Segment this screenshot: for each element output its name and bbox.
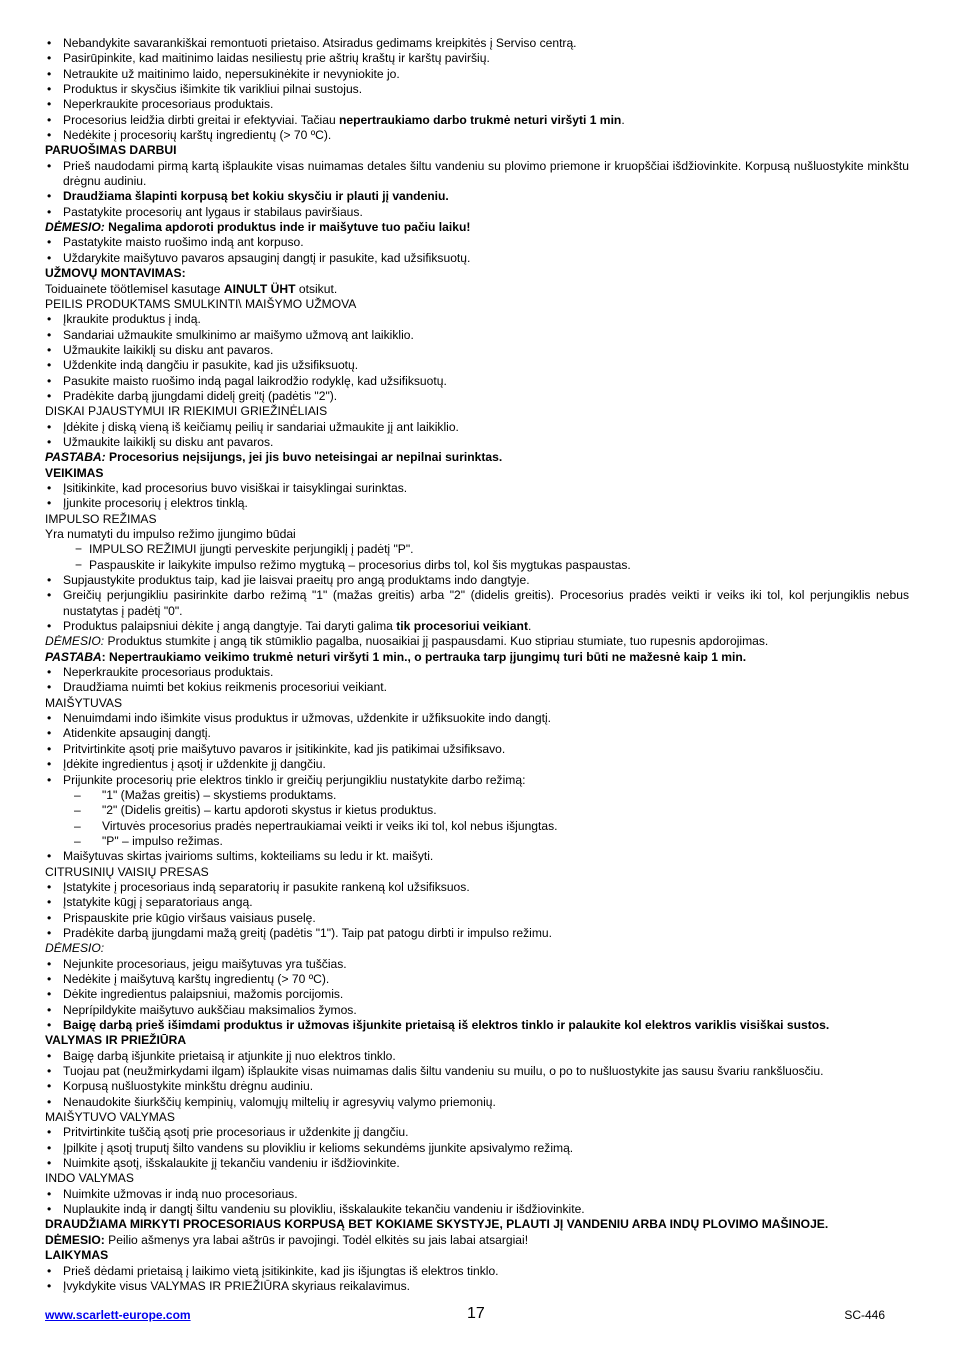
- text-run: Sandariai užmaukite smulkinimo ar maišymo užmovą ant laikiklio.: [63, 327, 414, 342]
- text-run: Įjunkite procesorių į elektros tinklą.: [63, 496, 248, 511]
- text-run: Įstatykite kūgį į separatoriaus angą.: [63, 895, 253, 910]
- bullet-item: [45, 343, 909, 358]
- text-run: IMPULSO REŽIMUI įjungti perveskite perjungiklį į padėtį "P".: [89, 542, 414, 557]
- text-run: Tuojau pat (neužmirkydami ilgam) išplaukite visas nuimamas dalis šiltu vandeniu su muilu, o po to nušluostykite jas sausu švariu rankšluosčiu.: [63, 1064, 824, 1079]
- bullet-item: [45, 358, 909, 373]
- text-run: PEILIS PRODUKTAMS SMULKINTI\ MAIŠYMO UŽMOVA: [45, 296, 357, 311]
- text-line: [45, 220, 909, 235]
- text-run: LAIKYMAS: [45, 1248, 109, 1263]
- bullet-item: [45, 711, 909, 726]
- text-run: Greičių perjungikliu pasirinkite darbo režimą "1" (mažas greitis) arba "2" (didelis greitis). Procesorius pradės veikti ir veiks iki tol, kol perjungiklis nebus nustatytas į padėtį "0".: [63, 588, 909, 618]
- text-run: Paspauskite ir laikykite impulso režimo mygtuką – procesorius dirbs tol, kol šis mygtukas paspaustas.: [89, 557, 631, 572]
- text-line: [45, 282, 909, 297]
- bullet-item: [45, 312, 909, 327]
- text-run: Virtuvės procesorius pradės nepertraukiamai veikti ir veiks iki tol, kol nebus išjungtas.: [102, 818, 558, 833]
- text-run: Pritvirtinkite ąsotį prie maišytuvo pavaros ir įsitikinkite, kad jis patikimai užsifiksavo.: [63, 741, 506, 756]
- dash-item: [45, 788, 909, 803]
- text-run: Įsitikinkite, kad procesorius buvo visiškai ir taisyklingai surinktas.: [63, 480, 408, 495]
- text-run: Neperkraukite procesoriaus produktais.: [63, 97, 274, 112]
- bullet-item: [45, 849, 909, 864]
- text-run: Draudžiama nuimti bet kokius reikmenis procesoriui veikiant.: [63, 680, 387, 695]
- text-run: Nedėkite į procesorių karštų ingredientų (> 70 ºC).: [63, 128, 332, 143]
- bullet-item: [45, 742, 909, 757]
- bullet-item: [45, 435, 909, 450]
- bullet-item: [45, 1202, 909, 1217]
- text-run: Netraukite už maitinimo laido, nepersukinėkite ir nevyniokite jo.: [63, 66, 400, 81]
- text-line: [45, 512, 909, 527]
- bullet-item: [45, 880, 909, 895]
- text-line: [45, 1171, 909, 1186]
- text-run: AINULT ÜHT: [223, 281, 296, 296]
- text-run: IMPULSO REŽIMAS: [45, 511, 157, 526]
- text-run: Procesorius neįsijungs, jei jis buvo neteisingai ar nepilnai surinktas.: [105, 450, 503, 465]
- text-run: Prieš dėdami prietaisą į laikimo vietą įsitikinkite, kad jis išjungtas iš elektros tinklo.: [63, 1263, 499, 1278]
- text-run: Prispauskite prie kūgio viršaus vaisiaus puselę.: [63, 910, 316, 925]
- bullet-item: [45, 189, 909, 204]
- text-run: Įkraukite produktus į indą.: [63, 312, 201, 327]
- bullet-item: [45, 1187, 909, 1202]
- dash-item: [45, 542, 909, 557]
- text-run: Nuplaukite indą ir dangtį šiltu vandeniu su plovikliu, išskalaukite tekančiu vandeniu ir išdžiovinkite.: [63, 1202, 585, 1217]
- text-run: MAIŠYTUVAS: [45, 695, 123, 710]
- bullet-item: [45, 1264, 909, 1279]
- text-line: [45, 297, 909, 312]
- text-run: "2" (Didelis greitis) – kartu apdoroti skystus ir kietus produktus.: [102, 803, 437, 818]
- instruction-text: [45, 36, 909, 1294]
- bullet-item: [45, 926, 909, 941]
- text-line: [45, 466, 909, 481]
- text-run: DISKAI PJAUSTYMUI IR RIEKIMUI GRIEŽINĖLIAIS: [45, 404, 328, 419]
- text-run: DRAUDŽIAMA MIRKYTI PROCESORIAUS KORPUSĄ BET KOKIAME SKYSTYJE, PLAUTI JĮ VANDENIU ARBA INDŲ PLOVIMO MAŠINOJE.: [45, 1217, 829, 1232]
- text-run: Procesorius leidžia dirbti greitai ir efektyviai. Tačiau: [63, 112, 340, 127]
- text-run: Pradėkite darbą įjungdami didelį greitį (padėtis "2").: [63, 388, 338, 403]
- text-line: [45, 634, 909, 649]
- text-run: Baigę darbą prieš išimdami produktus ir užmovas išjunkite prietaisą iš elektros tinklo ir palaukite kol elektros variklis visiškai sustos.: [63, 1018, 830, 1032]
- text-run: Supjaustykite produktus taip, kad jie laisvai praeitų pro angą produktams indo dangtyje.: [63, 573, 530, 588]
- text-run: Įpilkite į ąsotį truputį šilto vandens su plovikliu ir kelioms sekundėms įjunkite apsivalymo režimą.: [63, 1140, 574, 1155]
- text-run: Pastatykite maisto ruošimo indą ant korpuso.: [63, 235, 304, 250]
- bullet-item: [45, 496, 909, 511]
- text-line: [45, 527, 909, 542]
- bullet-item: [45, 911, 909, 926]
- text-run: otsikut.: [295, 281, 338, 296]
- text-run: tik procesoriui veikiant: [396, 619, 528, 634]
- text-run: Korpusą nušluostykite minkštu drėgnu audiniu.: [63, 1079, 314, 1094]
- bullet-item: [45, 1141, 909, 1156]
- bullet-item: [45, 128, 909, 143]
- text-run: Uždarykite maišytuvo pavaros apsauginį dangtį ir pasukite, kad užsifiksuotų.: [63, 250, 471, 265]
- bullet-item: [45, 987, 909, 1002]
- text-run: DĖMESIO:: [45, 1232, 105, 1247]
- bullet-item: [45, 481, 909, 496]
- text-run: MAIŠYTUVO VALYMAS: [45, 1110, 175, 1125]
- text-run: Įdėkite ingredientus į ąsotį ir uždenkite jį dangčiu.: [63, 757, 326, 772]
- text-run: Užmaukite laikiklį su disku ant pavaros.: [63, 342, 274, 357]
- text-run: Nebandykite savarankiškai remontuoti prietaiso. Atsiradus gedimams kreipkitės į Serviso centrą.: [63, 36, 577, 50]
- website-link[interactable]: www.scarlett-europe.com: [45, 1308, 191, 1322]
- bullet-item: [45, 389, 909, 404]
- text-run: nepertraukiamo darbo trukmė neturi viršyti 1 min: [339, 112, 622, 127]
- text-run: Produktus ir skysčius išimkite tik varikliui pilnai sustojus.: [63, 82, 363, 97]
- text-run: Dėkite ingredientus palaipsniui, mažomis porcijomis.: [63, 987, 344, 1002]
- text-run: Maišytuvas skirtas įvairioms sultims, kokteiliams su ledu ir kt. maišyti.: [63, 849, 434, 864]
- bullet-item: [45, 757, 909, 772]
- text-line: [45, 266, 909, 281]
- text-line: [45, 696, 909, 711]
- bullet-item: [45, 1049, 909, 1064]
- dash-item: [45, 803, 909, 818]
- bullet-item: [45, 895, 909, 910]
- text-run: Uždenkite indą dangčiu ir pasukite, kad jis užsifiksuotų.: [63, 358, 359, 373]
- text-run: "1" (Mažas greitis) – skystiems produktams.: [102, 787, 337, 802]
- bullet-item: [45, 1079, 909, 1094]
- text-run: Negalima apdoroti produktus inde ir maišytuve tuo pačiu laiku!: [104, 220, 471, 235]
- model-number: SC-446: [844, 1308, 885, 1322]
- text-run: Nuimkite ąsotį, išskalaukite jį tekančiu vandeniu ir išdžiovinkite.: [63, 1156, 400, 1171]
- bullet-item: [45, 573, 909, 588]
- text-run: VALYMAS IR PRIEŽIŪRA: [45, 1033, 187, 1048]
- bullet-item: [45, 1279, 909, 1294]
- bullet-item: [45, 972, 909, 987]
- text-run: Draudžiama šlapinti korpusą bet kokiu skysčiu ir plauti jį vandeniu.: [63, 189, 449, 204]
- bullet-item: [45, 680, 909, 695]
- bullet-item: [45, 1156, 909, 1171]
- text-run: .: [621, 112, 625, 127]
- text-run: UŽMOVŲ MONTAVIMAS:: [45, 266, 186, 281]
- text-run: Įdėkite į diską vieną iš keičiamų peilių ir sandariai užmaukite jį ant laikiklio.: [63, 419, 459, 434]
- text-line: [45, 450, 909, 465]
- text-run: INDO VALYMAS: [45, 1171, 134, 1186]
- text-run: Nenuimdami indo išimkite visus produktus ir užmovas, uždenkite ir užfiksuokite indo dangtį.: [63, 711, 552, 726]
- text-run: Pradėkite darbą įjungdami mažą greitį (padėtis "1"). Taip pat patogu dirbti ir impulso režimu.: [63, 925, 552, 940]
- bullet-item: [45, 51, 909, 66]
- text-run: Įvykdykite visus VALYMAS IR PRIEŽIŪRA skyriaus reikalavimus.: [63, 1278, 410, 1293]
- bullet-item: [45, 251, 909, 266]
- text-run: Pasukite maisto ruošimo indą pagal laikrodžio rodyklę, kad užsifiksuotų.: [63, 373, 447, 388]
- text-line: [45, 650, 909, 665]
- text-run: Prieš naudodami pirmą kartą išplaukite visas nuimamas detales šiltu vandeniu su plovimo priemone ir kruopščiai išdžiovinkite. Korpusą nušluostykite minkštu drėgnu audiniu.: [63, 158, 909, 189]
- text-run: Pasirūpinkite, kad maitinimo laidas nesiliestų prie aštrių kraštų ir karštų paviršių.: [63, 51, 490, 66]
- text-run: : Nepertraukiamo veikimo trukmė neturi viršyti 1 min., o pertrauka tarp įjungimų turi būti ne mažesnė kaip 1 min.: [101, 649, 747, 664]
- text-run: PARUOŠIMAS DARBUI: [45, 143, 177, 158]
- text-run: Užmaukite laikiklį su disku ant pavaros.: [63, 434, 274, 449]
- text-run: Neprípildykite maišytuvo aukščiau maksimalios žymos.: [63, 1002, 357, 1017]
- text-run: Nedėkite į maišytuvą karštų ingredientų (> 70 ºC).: [63, 971, 330, 986]
- bullet-item: [45, 235, 909, 250]
- bullet-item: [45, 1003, 909, 1018]
- bullet-item: [45, 726, 909, 741]
- bullet-item: [45, 1018, 909, 1033]
- text-run: Įstatykite į procesoriaus indą separatorių ir pasukite rankeną kol užsifiksuos.: [63, 879, 470, 894]
- text-run: Neperkraukite procesoriaus produktais.: [63, 665, 274, 680]
- text-run: PASTABA: [45, 649, 102, 664]
- text-line: [45, 865, 909, 880]
- bullet-item: [45, 97, 909, 112]
- text-run: Baigę darbą išjunkite prietaisą ir atjunkite jį nuo elektros tinklo.: [63, 1048, 396, 1063]
- text-run: Nejunkite procesoriaus, jeigu maišytuvas yra tuščias.: [63, 956, 347, 971]
- bullet-item: [45, 374, 909, 389]
- bullet-item: [45, 619, 909, 634]
- page-number: 17: [467, 1305, 485, 1322]
- text-run: Produktus stumkite į angą tik stūmiklio pagalba, nuosaikiai jį paspausdami. Kuo stipriau stumiate, tuo rupesnis apdorojimas.: [104, 634, 769, 649]
- bullet-item: [45, 159, 909, 190]
- page-footer: [45, 1305, 885, 1327]
- dash-item: [45, 558, 909, 573]
- text-run: Produktus palaipsniui dėkite į angą dangtyje. Tai daryti galima: [63, 619, 397, 634]
- text-run: CITRUSINIŲ VAISIŲ PRESAS: [45, 864, 209, 879]
- text-line: [45, 1033, 909, 1048]
- dash-item: [45, 834, 909, 849]
- text-run: Nenaudokite šiurkščių kempinių, valomųjų miltelių ir agresyvių valymo priemonių.: [63, 1094, 496, 1109]
- bullet-item: [45, 665, 909, 680]
- bullet-item: [45, 113, 909, 128]
- bullet-item: [45, 588, 909, 619]
- text-line: [45, 1233, 909, 1248]
- text-line: [45, 1248, 909, 1263]
- bullet-item: [45, 67, 909, 82]
- text-line: [45, 1217, 909, 1232]
- text-line: [45, 1110, 909, 1125]
- bullet-item: [45, 773, 909, 788]
- text-run: Atidenkite apsauginį dangtį.: [63, 726, 211, 741]
- bullet-item: [45, 957, 909, 972]
- text-run: Toiduainete töötlemisel kasutage: [45, 281, 224, 296]
- text-line: [45, 404, 909, 419]
- text-run: Nuimkite užmovas ir indą nuo procesoriaus.: [63, 1186, 298, 1201]
- bullet-item: [45, 328, 909, 343]
- bullet-item: [45, 1125, 909, 1140]
- bullet-item: [45, 36, 909, 51]
- text-run: Pastatykite procesorių ant lygaus ir stabilaus paviršiaus.: [63, 204, 363, 219]
- bullet-item: [45, 1064, 909, 1079]
- text-run: .: [527, 619, 532, 634]
- text-run: "P" – impulso režimas.: [102, 833, 223, 848]
- bullet-item: [45, 1095, 909, 1110]
- dash-item: [45, 819, 909, 834]
- text-run: Peilio ašmenys yra labai aštrūs ir pavojingi. Todėl elkitės su jais labai atsargiai!: [104, 1232, 529, 1247]
- bullet-item: [45, 420, 909, 435]
- text-run: Yra numatyti du impulso režimo įjungimo būdai: [45, 527, 296, 541]
- text-run: DĖMESIO:: [45, 220, 105, 235]
- bullet-item: [45, 82, 909, 97]
- text-run: PASTABA:: [45, 450, 106, 465]
- text-run: VEIKIMAS: [45, 465, 104, 480]
- text-line: [45, 143, 909, 158]
- bullet-item: [45, 205, 909, 220]
- text-run: Pritvirtinkite tuščią ąsotį prie procesoriaus ir uždenkite jį dangčiu.: [63, 1125, 409, 1140]
- text-run: DĖMESIO:: [45, 941, 105, 956]
- text-run: Prijunkite procesorių prie elektros tinklo ir greičių perjungikliu nustatykite darbo režimą:: [63, 772, 526, 787]
- text-line: [45, 941, 909, 956]
- text-run: DĖMESIO:: [45, 634, 105, 649]
